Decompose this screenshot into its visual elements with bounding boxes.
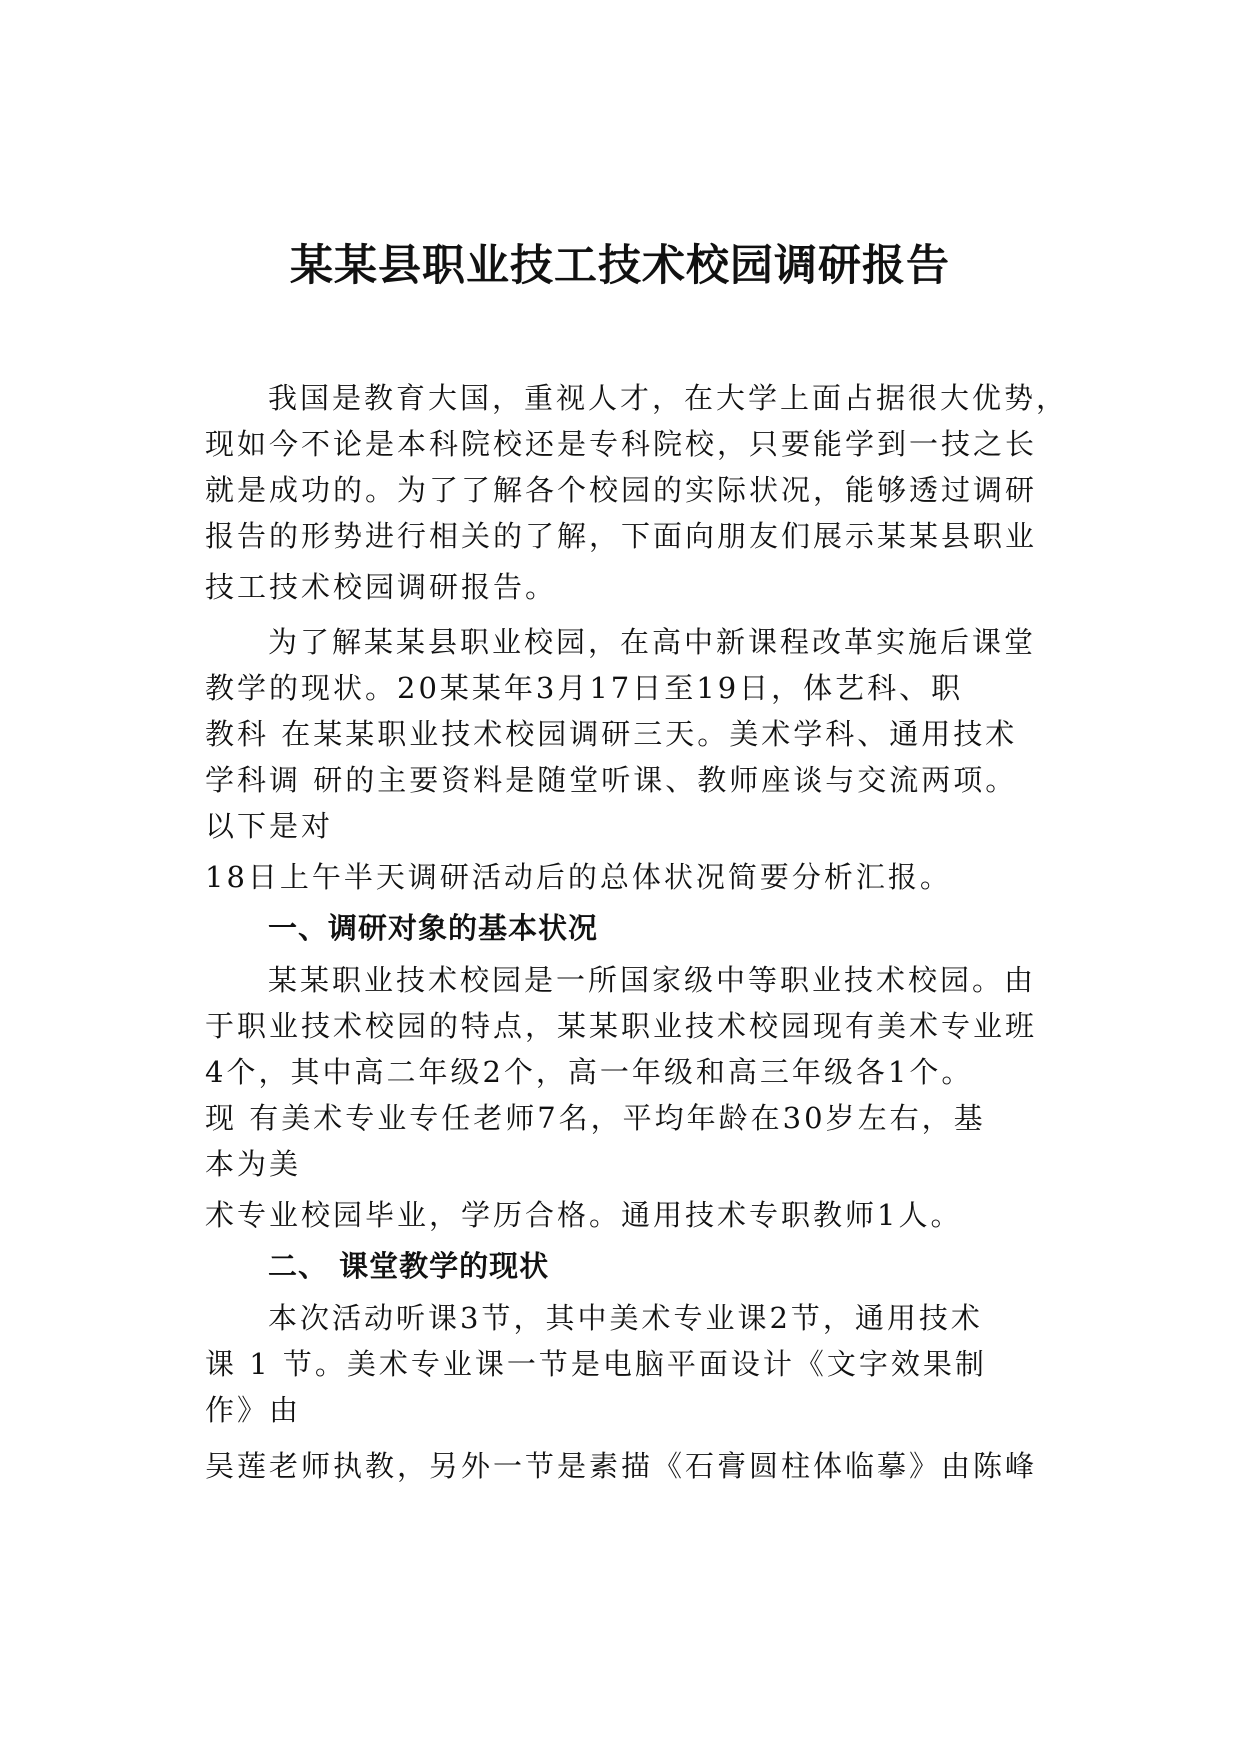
paragraph-line: 本为美 [205, 1147, 302, 1181]
paragraph-line: 报告的形势进行相关的了解，下面向朋友们展示某某县职业 [205, 519, 1038, 553]
paragraph-line: 作》由 [205, 1393, 302, 1427]
paragraph-line: 4个，其中高二年级2个，高一年级和高三年级各1个。 [205, 1055, 974, 1089]
paragraph-line: 我国是教育大国，重视人才，在大学上面占据很大优势， [268, 381, 1069, 415]
paragraph-line: 以下是对 [205, 809, 334, 843]
section-heading-2: 二、 课堂教学的现状 [268, 1249, 550, 1283]
paragraph-line: 现 有美术专业专任老师7名，平均年龄在30岁左右，基 [205, 1101, 986, 1135]
paragraph-line: 现如今不论是本科院校还是专科院校，只要能学到一技之长 [205, 427, 1038, 461]
document-title: 某某县职业技工技术校园调研报告 [290, 241, 950, 291]
paragraph-line: 为了解某某县职业校园，在高中新课程改革实施后课堂 [268, 625, 1037, 659]
paragraph-line: 技工技术校园调研报告。 [205, 570, 558, 604]
paragraph-line: 课 1 节。美术专业课一节是电脑平面设计《文字效果制 [205, 1347, 987, 1381]
paragraph-line: 教科 在某某职业技术校园调研三天。美术学科、通用技术 [205, 717, 1018, 751]
paragraph-line: 吴莲老师执教，另外一节是素描《石膏圆柱体临摹》由陈峰 [205, 1449, 1038, 1483]
paragraph-line: 学科调 研的主要资料是随堂听课、教师座谈与交流两项。 [205, 763, 1018, 797]
paragraph-line: 术专业校园毕业，学历合格。通用技术专职教师1人。 [205, 1198, 963, 1232]
paragraph-line: 本次活动听课3节，其中美术专业课2节，通用技术 [268, 1301, 983, 1335]
paragraph-line: 于职业技术校园的特点，某某职业技术校园现有美术专业班 [205, 1009, 1038, 1043]
paragraph-line: 18日上午半天调研活动后的总体状况简要分析汇报。 [205, 860, 952, 894]
paragraph-line: 就是成功的。为了了解各个校园的实际状况，能够透过调研 [205, 473, 1038, 507]
paragraph-line: 某某职业技术校园是一所国家级中等职业技术校园。由 [268, 963, 1037, 997]
paragraph-line: 教学的现状。20某某年3月17日至19日，体艺科、职 [205, 671, 964, 705]
section-heading-1: 一、调研对象的基本状况 [268, 911, 599, 945]
